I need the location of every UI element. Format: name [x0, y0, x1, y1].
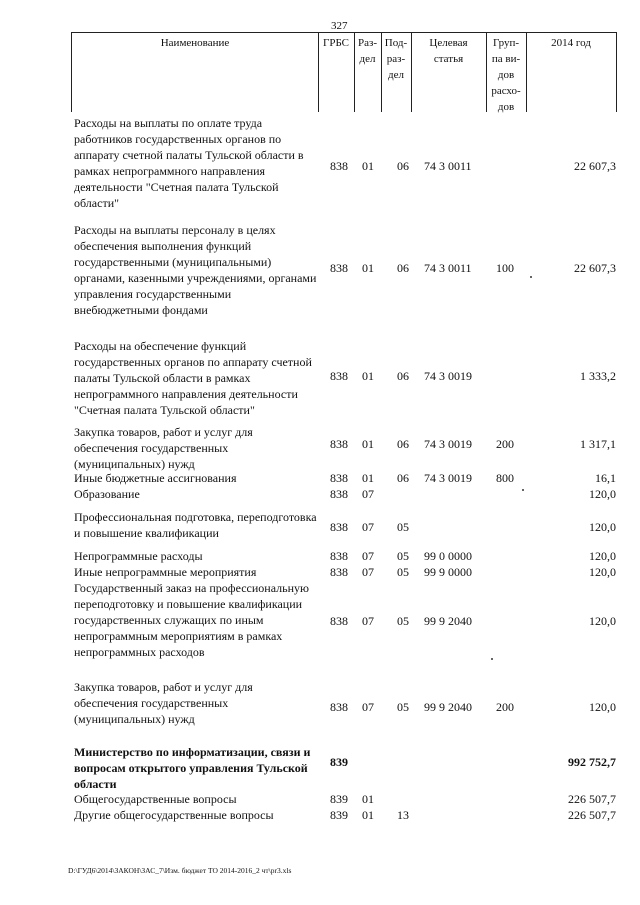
row-name: Расходы на выплаты по оплате труда работников государственных органов по аппарату счетной палаты Тульской области в рамках непрограммного направления деятельности "Счетная палата Тульской области" — [74, 116, 304, 210]
row-name: Государственный заказ на профессиональную переподготовку и повышение квалификации государственных служащих по иным непрограммным мероприятиям в рамках непрограммных расходов — [74, 581, 309, 659]
header-name: Наименование — [160, 37, 230, 49]
row-sum-2014: 1 317,1 — [580, 437, 616, 451]
row-grbs: 838 — [330, 437, 348, 451]
row-name: Расходы на выплаты персоналу в целях обеспечения выполнения функций государственными (муниципальными) органами, казенными учреждениями, органами управления государственными внебюджетными фондами — [74, 223, 317, 317]
row-razdel: 01 — [362, 471, 374, 485]
row-podrazdel: 05 — [397, 549, 409, 563]
row-name: Профессиональная подготовка, переподготовка и повышение квалификации — [74, 510, 317, 540]
row-sum-2014: 16,1 — [595, 471, 616, 485]
row-celevaya-statya: 74 3 0019 — [424, 369, 472, 383]
row-podrazdel: 06 — [397, 159, 409, 173]
header-celevaya-statya: Целевая статья — [429, 37, 468, 65]
row-razdel: 01 — [362, 792, 374, 806]
file-path-footer: D:\ГУД6\2014\ЗАКОН\ЗАС_7\Изм. бюджет ТО 2014-2016_2 чт\pr3.xls — [68, 866, 292, 875]
row-razdel: 01 — [362, 808, 374, 822]
row-sum-2014: 120,0 — [589, 700, 616, 714]
row-celevaya-statya: 74 3 0011 — [424, 261, 472, 275]
row-celevaya-statya: 74 3 0019 — [424, 471, 472, 485]
row-sum-2014: 120,0 — [589, 614, 616, 628]
row-sum-2014: 120,0 — [589, 487, 616, 501]
row-sum-2014: 120,0 — [589, 565, 616, 579]
row-sum-2014: 1 333,2 — [580, 369, 616, 383]
row-grbs: 839 — [330, 808, 348, 822]
row-razdel: 01 — [362, 159, 374, 173]
row-razdel: 07 — [362, 565, 374, 579]
row-podrazdel: 06 — [397, 437, 409, 451]
row-name: Иные непрограммные мероприятия — [74, 565, 257, 579]
page-number: 327 — [331, 20, 348, 32]
row-gruppa: 100 — [496, 261, 514, 275]
row-celevaya-statya: 99 9 2040 — [424, 700, 472, 714]
row-podrazdel: 13 — [397, 808, 409, 822]
row-name: Закупка товаров, работ и услуг для обеспечения государственных (муниципальных) нужд — [74, 680, 253, 726]
row-name: Непрограммные расходы — [74, 549, 203, 563]
row-grbs: 839 — [330, 755, 348, 769]
header-year: 2014 год — [551, 37, 591, 49]
row-name: Общегосударственные вопросы — [74, 792, 237, 806]
row-razdel: 07 — [362, 487, 374, 501]
header-podrazdel: Под- раз- дел — [384, 37, 408, 81]
row-grbs: 838 — [330, 487, 348, 501]
row-razdel: 01 — [362, 369, 374, 383]
row-razdel: 01 — [362, 261, 374, 275]
header-grbs: ГРБС — [322, 37, 350, 49]
row-podrazdel: 05 — [397, 565, 409, 579]
row-grbs: 838 — [330, 261, 348, 275]
row-name: Закупка товаров, работ и услуг для обеспечения государственных (муниципальных) нужд — [74, 425, 253, 471]
row-gruppa: 200 — [496, 700, 514, 714]
row-podrazdel: 05 — [397, 614, 409, 628]
row-gruppa: 800 — [496, 471, 514, 485]
row-grbs: 838 — [330, 565, 348, 579]
row-celevaya-statya: 74 3 0011 — [424, 159, 472, 173]
row-sum-2014: 226 507,7 — [568, 792, 616, 806]
row-podrazdel: 06 — [397, 261, 409, 275]
row-grbs: 838 — [330, 549, 348, 563]
row-grbs: 838 — [330, 614, 348, 628]
row-name: Иные бюджетные ассигнования — [74, 471, 237, 485]
row-razdel: 07 — [362, 614, 374, 628]
row-gruppa: 200 — [496, 437, 514, 451]
row-razdel: 07 — [362, 549, 374, 563]
row-grbs: 838 — [330, 471, 348, 485]
row-name: Расходы на обеспечение функций государственных органов по аппарату счетной палаты Тульской области в рамках непрограммного направления деятельности "Счетная палата Тульской области" — [74, 339, 312, 417]
row-name: Образование — [74, 487, 140, 501]
row-podrazdel: 06 — [397, 369, 409, 383]
row-sum-2014: 992 752,7 — [568, 755, 616, 769]
row-podrazdel: 05 — [397, 520, 409, 534]
row-grbs: 839 — [330, 792, 348, 806]
row-name: Другие общегосударственные вопросы — [74, 808, 274, 822]
row-celevaya-statya: 99 9 2040 — [424, 614, 472, 628]
row-razdel: 01 — [362, 437, 374, 451]
row-celevaya-statya: 99 9 0000 — [424, 565, 472, 579]
row-grbs: 838 — [330, 700, 348, 714]
row-razdel: 07 — [362, 520, 374, 534]
row-sum-2014: 22 607,3 — [574, 261, 616, 275]
row-sum-2014: 226 507,7 — [568, 808, 616, 822]
row-celevaya-statya: 99 0 0000 — [424, 549, 472, 563]
row-name: Министерство по информатизации, связи и вопросам открытого управления Тульской области — [74, 745, 311, 791]
header-gruppa-vidov: Груп- па ви- дов расхо- дов — [491, 37, 521, 113]
row-podrazdel: 05 — [397, 700, 409, 714]
row-sum-2014: 120,0 — [589, 549, 616, 563]
row-razdel: 07 — [362, 700, 374, 714]
row-sum-2014: 120,0 — [589, 520, 616, 534]
header-razdel: Раз- дел — [357, 37, 377, 65]
row-grbs: 838 — [330, 369, 348, 383]
row-celevaya-statya: 74 3 0019 — [424, 437, 472, 451]
row-sum-2014: 22 607,3 — [574, 159, 616, 173]
row-grbs: 838 — [330, 159, 348, 173]
row-grbs: 838 — [330, 520, 348, 534]
row-podrazdel: 06 — [397, 471, 409, 485]
